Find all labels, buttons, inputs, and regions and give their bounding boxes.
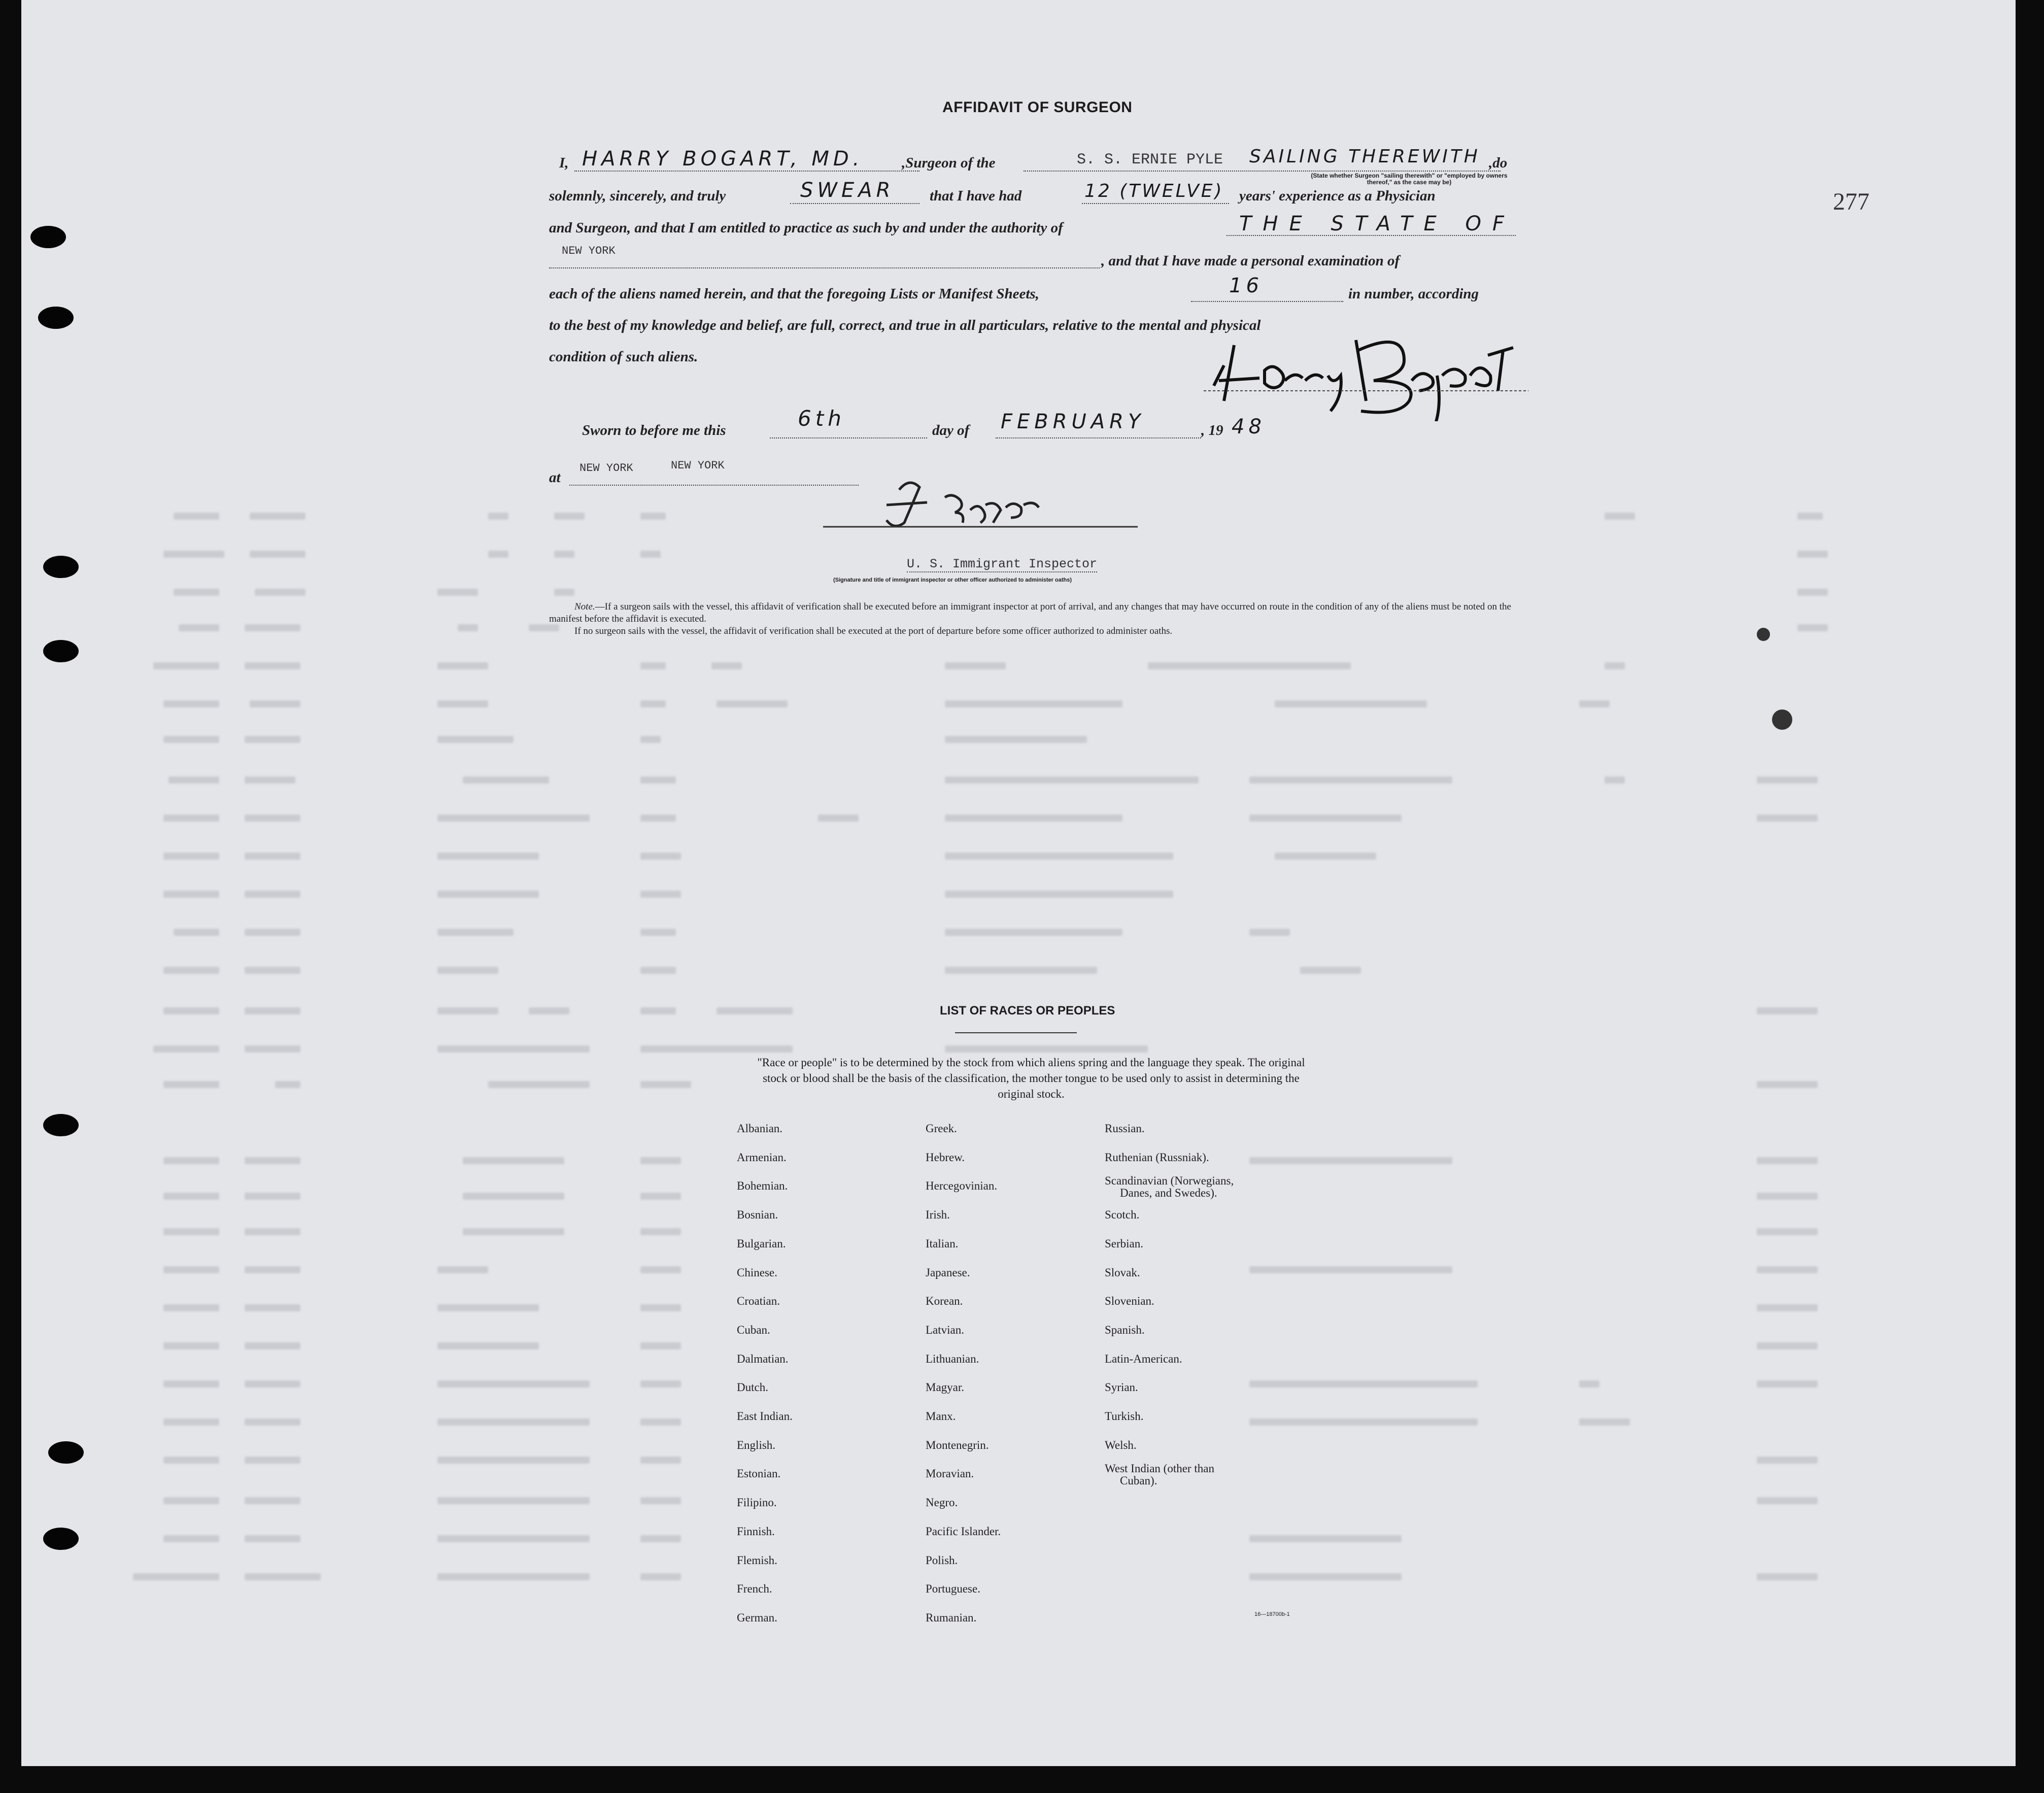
race-item: Dalmatian. (737, 1352, 789, 1365)
race-item: Hebrew. (926, 1151, 965, 1164)
sailing-status-note: (State whether Surgeon "sailing therewith" or "employed by owners thereof," as the case may be) (1311, 172, 1508, 186)
bleed-through-rows (21, 0, 2016, 1766)
race-item: Syrian. (1105, 1381, 1138, 1394)
vessel-field-line (1024, 171, 1501, 172)
oath-handwritten: SWEAR (800, 179, 895, 202)
race-item: Hercegovinian. (926, 1179, 998, 1193)
authority-label: and Surgeon, and that I am entitled to practice as such by and under the authority of (549, 220, 1063, 236)
punch-hole (48, 1441, 84, 1464)
race-item: Armenian. (737, 1151, 787, 1164)
punch-hole (43, 1114, 79, 1136)
race-item: Pacific Islander. (926, 1525, 1001, 1538)
race-item: Dutch. (737, 1381, 768, 1394)
authority-handwritten: THE STATE OF (1239, 212, 1516, 235)
at-place-field-line (569, 485, 859, 486)
race-item: West Indian (other than (1105, 1462, 1214, 1475)
sheets-field-line (1191, 301, 1343, 302)
race-item: Bulgarian. (737, 1237, 786, 1250)
at-place-state: NEW YORK (671, 459, 725, 472)
sworn-day-field-line (770, 437, 927, 438)
at-label: at (549, 469, 561, 486)
sworn-month-field-line (996, 437, 1201, 438)
race-item: Lithuanian. (926, 1352, 979, 1365)
races-title: LIST OF RACES OR PEOPLES (940, 1004, 1115, 1018)
race-item-continuation: Danes, and Swedes). (1120, 1187, 1217, 1200)
sworn-label: Sworn to before me this (582, 422, 726, 438)
sworn-year-handwritten: 48 (1232, 415, 1266, 438)
race-item-continuation: Cuban). (1120, 1474, 1157, 1487)
years-experience-label: years' experience as a Physician (1239, 188, 1436, 204)
race-item: Portuguese. (926, 1582, 980, 1596)
race-item: German. (737, 1611, 777, 1624)
races-intro: "Race or people" is to be determined by the stock from which aliens spring and the language they speak. The original stock or blood shall be the basis of the classification, the mother tongue to be used only to assist in determining the original stock. (757, 1056, 1305, 1100)
race-item: Bosnian. (737, 1208, 778, 1222)
punch-hole (30, 226, 66, 248)
solemnly-label: solemnly, sincerely, and truly (549, 188, 726, 204)
years-field-line (1082, 203, 1229, 204)
race-item: Moravian. (926, 1467, 974, 1480)
race-item-multiline (1105, 1460, 1234, 1488)
race-item: Turkish. (1105, 1410, 1144, 1423)
punch-hole (43, 1528, 79, 1550)
race-item: Scandinavian (Norwegians, (1105, 1174, 1234, 1188)
note-text-no-surgeon: If no surgeon sails with the vessel, the affidavit of verification shall be executed at the port of departure before some officer authorized to administer oaths. (574, 626, 1173, 636)
oath-field-line (790, 203, 919, 204)
punch-hole (38, 307, 74, 329)
race-item: East Indian. (737, 1410, 793, 1423)
surgeon-name-handwritten: HARRY BOGART, MD. (582, 147, 864, 171)
day-of-label: day of (932, 422, 970, 438)
race-item: Filipino. (737, 1496, 777, 1509)
vessel-name: S. S. ERNIE PYLE (1077, 151, 1223, 168)
sworn-month-handwritten: FEBRUARY (1001, 410, 1145, 433)
affidavit-note (549, 601, 1523, 625)
race-item: French. (737, 1582, 772, 1596)
race-item: Welsh. (1105, 1438, 1137, 1451)
race-item: Croatian. (737, 1295, 780, 1308)
race-item: Magyar. (926, 1381, 965, 1394)
sworn-day-handwritten: 6th (798, 406, 845, 431)
in-number-label: in number, according (1348, 286, 1479, 302)
affidavit-title: AFFIDAVIT OF SURGEON (942, 99, 1133, 116)
condition-label: condition of such aliens. (549, 349, 698, 365)
race-item: Latvian. (926, 1323, 964, 1336)
race-item: Bohemian. (737, 1179, 788, 1193)
races-column-3 (1105, 1114, 1234, 1488)
races-title-underline (955, 1032, 1077, 1033)
affidavit-i-label: I, (559, 155, 569, 171)
race-item: Scotch. (1105, 1208, 1140, 1222)
form-code: 16—18700b-1 (1254, 1611, 1290, 1617)
sheets-handwritten: 16 (1229, 274, 1263, 297)
race-item: Finnish. (737, 1525, 775, 1538)
race-item: Serbian. (1105, 1237, 1144, 1250)
races-column-2 (926, 1114, 1001, 1633)
sworn-year-prefix: , 19 (1201, 422, 1223, 438)
race-item: Japanese. (926, 1266, 970, 1279)
race-item: Slovak. (1105, 1266, 1140, 1279)
ink-blot (1757, 628, 1770, 641)
inspector-title: U. S. Immigrant Inspector (907, 557, 1098, 571)
race-item: Irish. (926, 1208, 950, 1222)
race-item: Cuban. (737, 1323, 770, 1336)
years-handwritten: 12 (TWELVE) (1084, 181, 1224, 201)
inspector-caption: (Signature and title of immigrant inspector or other officer authorized to administer oaths) (833, 577, 1072, 583)
race-item: Italian. (926, 1237, 959, 1250)
punch-hole (43, 640, 79, 662)
race-item: Greek. (926, 1122, 957, 1135)
race-item: Polish. (926, 1553, 958, 1567)
race-item: Slovenian. (1105, 1295, 1154, 1308)
race-item: Korean. (926, 1295, 963, 1308)
race-item: Manx. (926, 1410, 956, 1423)
that-i-have-had-label: that I have had (930, 188, 1022, 204)
knowledge-belief-label: to the best of my knowledge and belief, are full, correct, and true in all particulars, relative to the mental and physical (549, 317, 1261, 333)
document-page (21, 0, 2016, 1766)
personal-examination-label: , and that I have made a personal examination of (1101, 253, 1400, 269)
surgeon-signature (1204, 325, 1534, 421)
punch-hole (43, 556, 79, 578)
note-text-surgeon-sails: —If a surgeon sails with the vessel, this affidavit of verification shall be executed before an immigrant inspector at port of arrival, and any changes that may have occurred on route in the condition of any of the aliens must be noted on the manifest before the affidavit is executed. (549, 601, 1511, 624)
surgeon-of-label: ,Surgeon of the (902, 155, 996, 171)
authority-state-typed: NEW YORK (562, 245, 616, 257)
race-item-multiline (1105, 1172, 1234, 1201)
race-item: Negro. (926, 1496, 958, 1509)
ink-blot (1772, 709, 1792, 730)
race-item: Flemish. (737, 1553, 777, 1567)
at-place-city: NEW YORK (580, 462, 633, 475)
race-item: Estonian. (737, 1467, 781, 1480)
authority-state-field-line (549, 267, 1100, 268)
race-item: Russian. (1105, 1122, 1145, 1135)
sailing-status-handwritten: SAILING THEREWITH (1249, 146, 1480, 167)
race-item: Ruthenian (Russniak). (1105, 1151, 1209, 1164)
race-item: Rumanian. (926, 1611, 977, 1624)
race-item: English. (737, 1438, 776, 1451)
surgeon-name-field-line (574, 171, 919, 172)
note-label: Note. (574, 601, 595, 612)
race-item: Latin-American. (1105, 1352, 1182, 1365)
race-item: Albanian. (737, 1122, 783, 1135)
race-item: Chinese. (737, 1266, 777, 1279)
race-item: Montenegrin. (926, 1438, 989, 1451)
page-number: 277 (1833, 188, 1869, 215)
race-item: Spanish. (1105, 1323, 1145, 1336)
do-label: ,do (1489, 155, 1508, 171)
races-column-1 (737, 1114, 793, 1633)
inspector-signature (818, 475, 1143, 535)
manifest-sheets-label: each of the aliens named herein, and that the foregoing Lists or Manifest Sheets, (549, 286, 1039, 302)
